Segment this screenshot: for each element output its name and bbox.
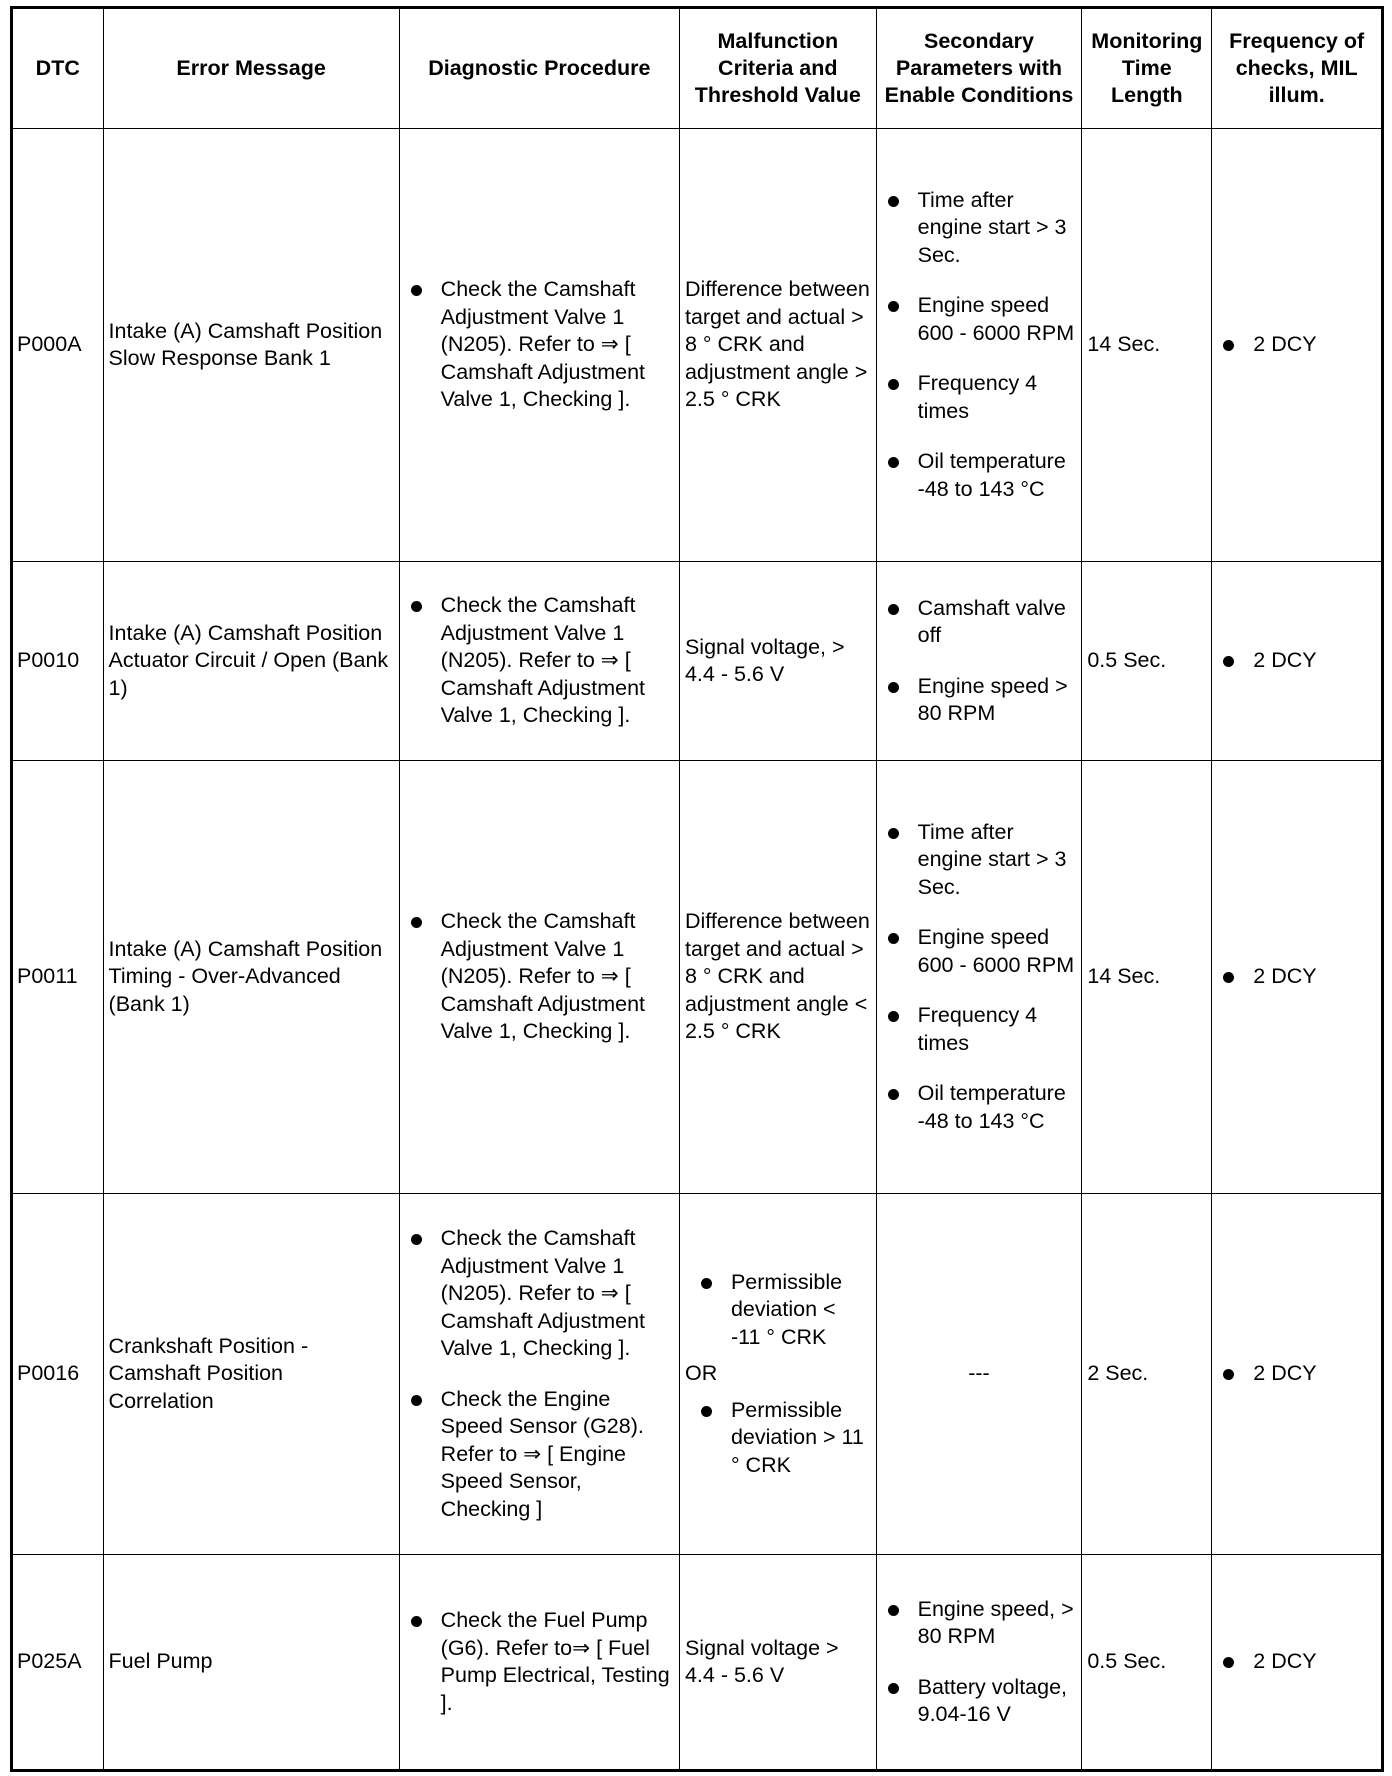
- secondary-parameters: [876, 129, 1082, 562]
- list-item: [882, 1674, 1077, 1729]
- error-message: Fuel Pump: [103, 1555, 399, 1771]
- procedure-text[interactable]: Check the Camshaft Adjustment Valve 1 (N205). Refer to ⇒ [ Camshaft Adjustment Valve 1, Checking ].: [440, 909, 646, 1044]
- bullet-icon: [888, 1605, 899, 1616]
- list-item: [1217, 963, 1376, 991]
- header-dtc: DTC: [12, 8, 104, 129]
- table-row: [12, 562, 1383, 761]
- criteria-or: OR: [684, 1361, 718, 1386]
- bullet-icon: [701, 1406, 712, 1417]
- header-row: [12, 8, 1383, 129]
- dtc-code: P0010: [12, 562, 104, 761]
- bullet-icon: [888, 1683, 899, 1694]
- bullet-icon: [888, 828, 899, 839]
- procedure-text[interactable]: Check the Engine Speed Sensor (G28). Refer to ⇒ [ Engine Speed Sensor, Checking ]: [440, 1386, 644, 1521]
- bullet-icon: [411, 917, 422, 928]
- procedure-text[interactable]: Check the Camshaft Adjustment Valve 1 (N205). Refer to ⇒ [ Camshaft Adjustment Valve 1, Checking ].: [440, 1226, 646, 1360]
- table-row: [12, 1555, 1383, 1771]
- secondary-parameters: [876, 1555, 1082, 1771]
- monitoring-time: 2 Sec.: [1082, 1194, 1212, 1555]
- bullet-icon: [888, 1011, 899, 1022]
- bullet-icon: [1223, 340, 1234, 351]
- dtc-code: P0016: [12, 1194, 104, 1555]
- frequency-list: [1217, 963, 1376, 991]
- monitoring-time: 0.5 Sec.: [1082, 562, 1212, 761]
- frequency-list: [1217, 1360, 1376, 1388]
- diagnostic-procedure: [399, 562, 679, 761]
- bullet-icon: [1223, 1657, 1234, 1668]
- secondary-text: Engine speed 600 - 6000 RPM: [917, 925, 1075, 977]
- procedure-text[interactable]: Check the Camshaft Adjustment Valve 1 (N205). Refer to ⇒ [ Camshaft Adjustment Valve 1, Checking ].: [440, 593, 646, 728]
- frequency-text: 2 DCY: [1253, 964, 1317, 989]
- frequency-text: 2 DCY: [1253, 1361, 1317, 1386]
- header-diagnostic-procedure: Diagnostic Procedure: [399, 8, 679, 129]
- list-item: [1217, 647, 1376, 675]
- list-item: [405, 1607, 674, 1717]
- table-row: [12, 1194, 1383, 1555]
- procedure-list: [405, 592, 674, 730]
- criteria: Difference between target and actual > 8 ° CRK and adjustment angle < 2.5 ° CRK: [679, 761, 876, 1194]
- header-monitoring-time: Monitoring Time Length: [1082, 8, 1212, 129]
- list-item: [882, 1080, 1077, 1135]
- monitoring-time: 14 Sec.: [1082, 761, 1212, 1194]
- list-item: [882, 673, 1077, 728]
- diagnostic-procedure: [399, 1194, 679, 1555]
- criteria: Difference between target and actual > 8 ° CRK and adjustment angle > 2.5 ° CRK: [679, 129, 876, 562]
- dtc-table: [10, 6, 1384, 1772]
- list-item: [1217, 331, 1376, 359]
- list-item: [882, 292, 1077, 347]
- error-message: Intake (A) Camshaft Position Actuator Circuit / Open (Bank 1): [103, 562, 399, 761]
- secondary-text: Engine speed, > 80 RPM: [917, 1596, 1074, 1648]
- list-item: [882, 1002, 1077, 1057]
- bullet-icon: [888, 682, 899, 693]
- dtc-code: P0011: [12, 761, 104, 1194]
- bullet-icon: [1223, 656, 1234, 667]
- bullet-icon: [701, 1278, 712, 1289]
- bullet-icon: [888, 379, 899, 390]
- list-item: [405, 592, 674, 730]
- table-row: [12, 761, 1383, 1194]
- secondary-text: Camshaft valve off: [917, 595, 1066, 647]
- dtc-code: P025A: [12, 1555, 104, 1771]
- bullet-icon: [1223, 1369, 1234, 1380]
- frequency-list: [1217, 331, 1376, 359]
- table-row: [12, 129, 1383, 562]
- secondary-parameters: [876, 562, 1082, 761]
- diagnostic-procedure: [399, 1555, 679, 1771]
- frequency: [1212, 129, 1383, 562]
- bullet-icon: [888, 604, 899, 615]
- procedure-list: [405, 908, 674, 1046]
- criteria: Signal voltage > 4.4 - 5.6 V: [679, 1555, 876, 1771]
- frequency-text: 2 DCY: [1253, 332, 1317, 357]
- procedure-list: [405, 1225, 674, 1523]
- secondary-text: Frequency 4 times: [917, 1003, 1038, 1055]
- frequency: [1212, 1555, 1383, 1771]
- procedure-text[interactable]: Check the Camshaft Adjustment Valve 1 (N205). Refer to ⇒ [ Camshaft Adjustment Valve 1, Checking ].: [440, 277, 646, 412]
- secondary-list: [882, 595, 1077, 728]
- secondary-list: [882, 819, 1077, 1136]
- list-item: [882, 595, 1077, 650]
- secondary-list: [882, 187, 1077, 504]
- bullet-icon: [888, 457, 899, 468]
- bullet-icon: [888, 196, 899, 207]
- bullet-icon: [411, 1234, 422, 1245]
- list-item: [405, 276, 674, 414]
- frequency: [1212, 1194, 1383, 1555]
- monitoring-time: 14 Sec.: [1082, 129, 1212, 562]
- secondary-text: Time after engine start > 3 Sec.: [917, 819, 1067, 899]
- list-item: [882, 187, 1077, 270]
- bullet-icon: [411, 1616, 422, 1627]
- diagnostic-procedure: [399, 761, 679, 1194]
- secondary-list: [882, 1596, 1077, 1729]
- bullet-icon: [411, 285, 422, 296]
- frequency: [1212, 761, 1383, 1194]
- monitoring-time: 0.5 Sec.: [1082, 1555, 1212, 1771]
- frequency: [1212, 562, 1383, 761]
- secondary-text: Frequency 4 times: [917, 371, 1038, 423]
- criteria-list-a: [685, 1269, 871, 1352]
- error-message: Intake (A) Camshaft Position Timing - Over-Advanced (Bank 1): [103, 761, 399, 1194]
- list-item: [882, 819, 1077, 902]
- list-item: [882, 370, 1077, 425]
- header-error-message: Error Message: [103, 8, 399, 129]
- procedure-text[interactable]: Check the Fuel Pump (G6). Refer to⇒ [ Fuel Pump Electrical, Testing ].: [440, 1608, 670, 1715]
- procedure-list: [405, 1607, 674, 1717]
- bullet-icon: [411, 1395, 422, 1406]
- frequency-text: 2 DCY: [1253, 648, 1317, 673]
- secondary-text: Battery voltage, 9.04-16 V: [917, 1674, 1068, 1726]
- secondary-text: Oil temperature -48 to 143 °C: [917, 1081, 1066, 1133]
- diagnostic-procedure: [399, 129, 679, 562]
- error-message: Crankshaft Position - Camshaft Position Correlation: [103, 1194, 399, 1555]
- list-item: [1217, 1360, 1376, 1388]
- list-item: [882, 448, 1077, 503]
- secondary-parameters: ---: [876, 1194, 1082, 1555]
- secondary-text: Time after engine start > 3 Sec.: [917, 187, 1067, 267]
- header-frequency: Frequency of checks, MIL illum.: [1212, 8, 1383, 129]
- secondary-text: Oil temperature -48 to 143 °C: [917, 449, 1066, 501]
- frequency-list: [1217, 647, 1376, 675]
- header-criteria: Malfunction Criteria and Threshold Value: [679, 8, 876, 129]
- error-message: Intake (A) Camshaft Position Slow Response Bank 1: [103, 129, 399, 562]
- bullet-icon: [888, 1089, 899, 1100]
- criteria-list-b: [685, 1397, 871, 1480]
- bullet-icon: [888, 933, 899, 944]
- list-item: [882, 924, 1077, 979]
- list-item: [685, 1397, 871, 1480]
- bullet-icon: [1223, 972, 1234, 983]
- criteria: Signal voltage, > 4.4 - 5.6 V: [679, 562, 876, 761]
- dtc-code: P000A: [12, 129, 104, 562]
- header-secondary-parameters: Secondary Parameters with Enable Conditions: [876, 8, 1082, 129]
- list-item: [405, 1225, 674, 1363]
- procedure-list: [405, 276, 674, 414]
- criteria-text: Permissible deviation > 11 ° CRK: [730, 1397, 864, 1477]
- criteria: [679, 1194, 876, 1555]
- secondary-parameters: [876, 761, 1082, 1194]
- list-item: [685, 1269, 871, 1352]
- criteria-text: Permissible deviation < -11 ° CRK: [730, 1269, 843, 1349]
- frequency-text: 2 DCY: [1253, 1649, 1317, 1674]
- secondary-text: Engine speed 600 - 6000 RPM: [917, 293, 1075, 345]
- list-item: [405, 1386, 674, 1524]
- secondary-text: Engine speed > 80 RPM: [917, 673, 1068, 725]
- list-item: [882, 1596, 1077, 1651]
- list-item: [405, 908, 674, 1046]
- frequency-list: [1217, 1648, 1376, 1676]
- bullet-icon: [888, 301, 899, 312]
- list-item: [1217, 1648, 1376, 1676]
- bullet-icon: [411, 601, 422, 612]
